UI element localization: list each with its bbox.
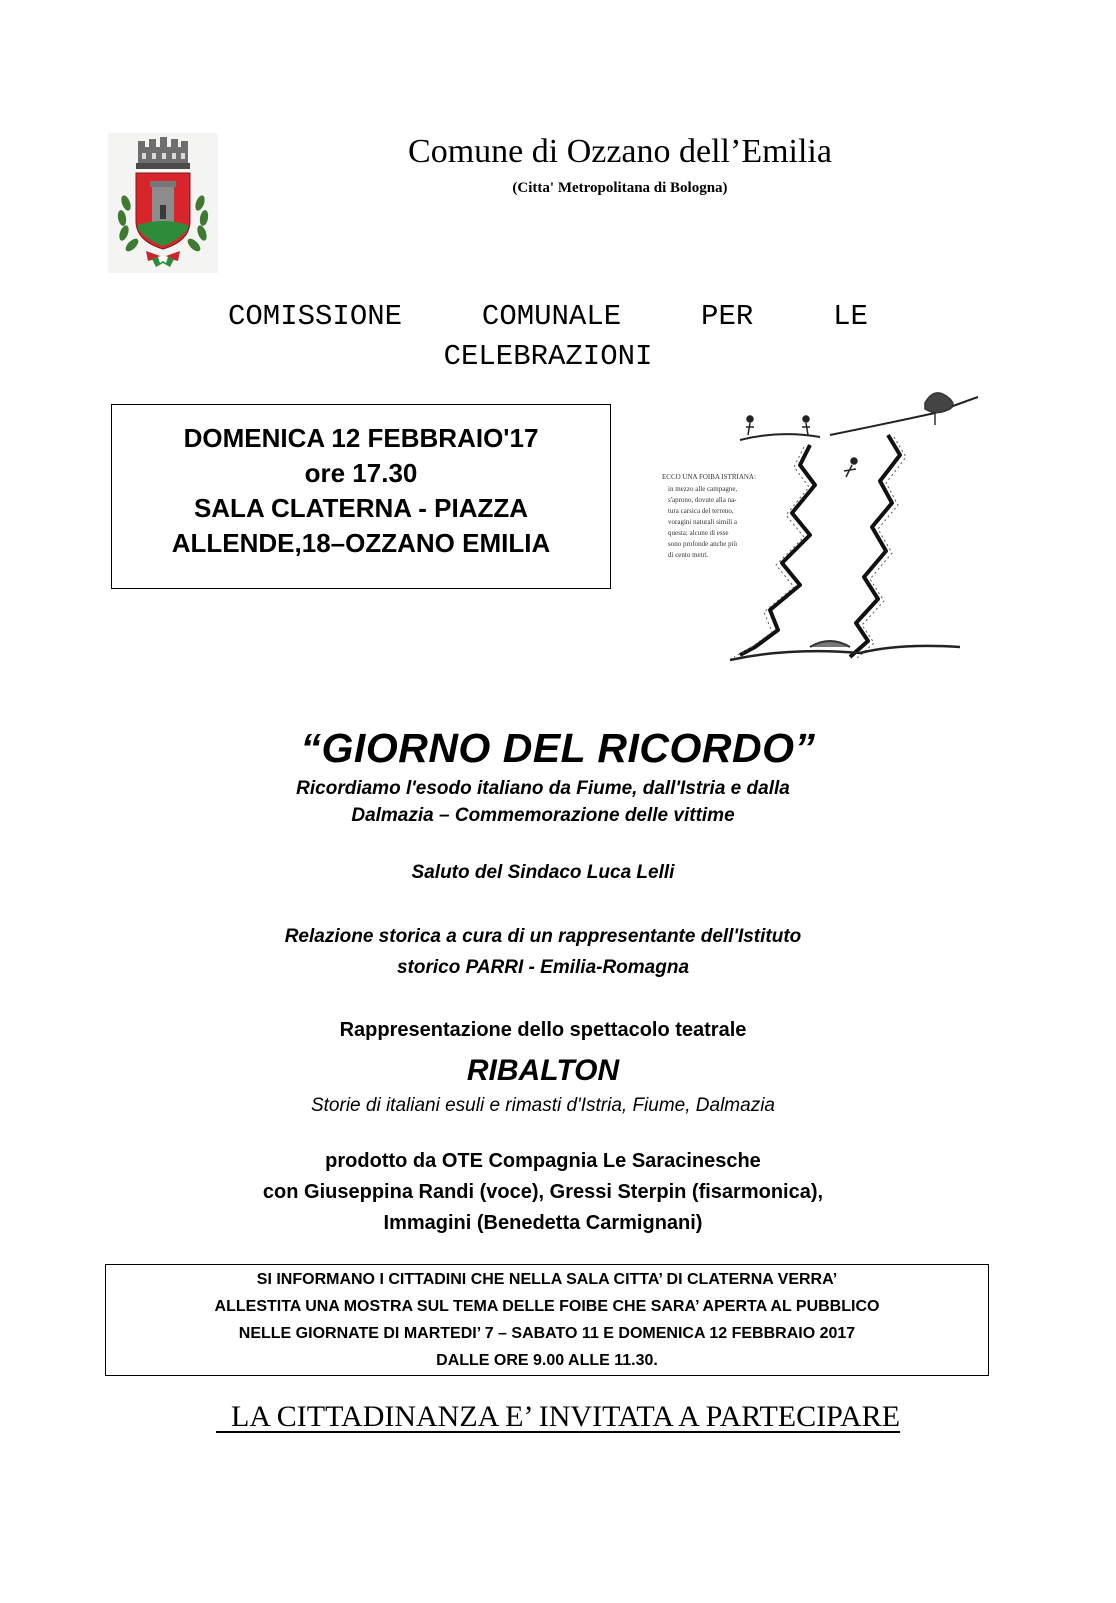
event-address: ALLENDE,18–OZZANO EMILIA (171, 528, 551, 558)
historical-talk: storico PARRI - Emilia-Romagna (396, 957, 690, 978)
illustration-caption: di cento metri. (668, 551, 709, 559)
exhibition-notice-box (105, 1264, 989, 1376)
show-credit: prodotto da OTE Compagnia Le Saracinesche (325, 1150, 761, 1172)
illustration-caption: s'aprono, dovute alla na- (668, 496, 737, 504)
show-credit: Immagini (Benedetta Carmignani) (383, 1212, 703, 1234)
event-title: “GIORNO DEL RICORDO” (300, 725, 816, 771)
show-subtitle: Storie di italiani esuli e rimasti d'Istria, Fiume, Dalmazia (310, 1095, 775, 1116)
commission-word: PER (701, 300, 754, 333)
event-date: DOMENICA 12 FEBBRAIO'17 (183, 423, 539, 453)
illustration-caption: ECCO UNA FOIBA ISTRIANA: (662, 473, 756, 481)
illustration-caption: tura carsica del terreno, (668, 507, 734, 515)
commission-heading-line2: CELEBRAZIONI (443, 340, 653, 373)
commission-word: COMISSIONE (228, 300, 403, 333)
event-subtitle: Dalmazia – Commemorazione delle vittime (351, 805, 735, 826)
show-intro: Rappresentazione dello spettacolo teatrale (339, 1019, 747, 1041)
municipality-title: Comune di Ozzano dell’Emilia (408, 133, 832, 170)
event-details-box (111, 404, 611, 589)
illustration-caption: in mezzo alle campagne, (668, 485, 738, 493)
historical-talk: Relazione storica a cura di un rappresentante dell'Istituto (284, 926, 802, 947)
notice-line: SI INFORMANO I CITTADINI CHE NELLA SALA CITTA’ DI CLATERNA VERRA’ (256, 1271, 838, 1288)
invitation-banner (100, 1400, 1016, 1434)
notice-line: NELLE GIORNATE DI MARTEDI’ 7 – SABATO 11 E DOMENICA 12 FEBBRAIO 2017 (238, 1325, 856, 1342)
event-venue: SALA CLATERNA - PIAZZA (193, 493, 529, 523)
illustration-caption: voragini naturali simili a (668, 518, 738, 526)
notice-line: DALLE ORE 9.00 ALLE 11.30. (436, 1352, 658, 1369)
commission-word: COMUNALE (481, 300, 622, 333)
illustration-caption: questa; alcune di esse (668, 529, 729, 537)
commission-heading (228, 300, 868, 333)
notice-line: ALLESTITA UNA MOSTRA SUL TEMA DELLE FOIBE CHE SARA’ APERTA AL PUBBLICO (214, 1298, 880, 1315)
coat-of-arms-logo (108, 133, 218, 273)
municipality-subtitle: (Citta' Metropolitana di Bologna) (512, 180, 728, 196)
illustration-caption: sono profonde anche più (668, 540, 738, 548)
show-title: RIBALTON (466, 1054, 620, 1087)
commission-word: LE (833, 300, 868, 333)
show-credit: con Giuseppina Randi (voce), Gressi Sterpin (fisarmonica), (262, 1181, 824, 1203)
invitation-text: LA CITTADINANZA E’ INVITATA A PARTECIPARE (215, 1400, 901, 1433)
mayor-greeting: Saluto del Sindaco Luca Lelli (411, 862, 675, 883)
event-subtitle: Ricordiamo l'esodo italiano da Fiume, dall'Istria e dalla (296, 778, 790, 799)
foiba-illustration (660, 385, 980, 677)
event-time: ore 17.30 (304, 458, 418, 488)
